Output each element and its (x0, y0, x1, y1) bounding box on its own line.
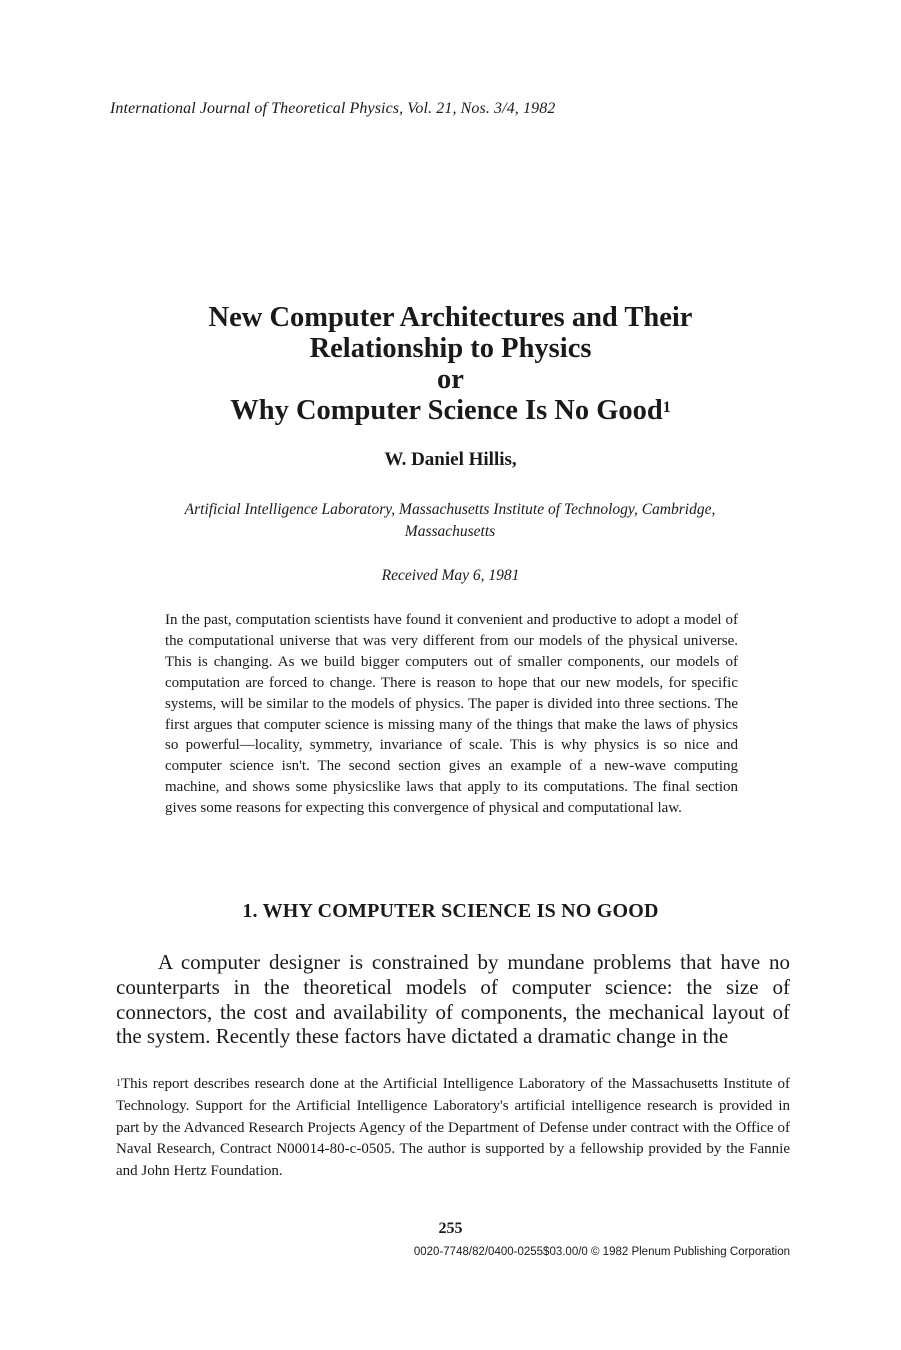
title-line-4 (0, 395, 901, 426)
footnote-mark: 1 (116, 1078, 121, 1089)
title-line-3: or (437, 364, 464, 395)
received-date: Received May 6, 1981 (381, 567, 520, 584)
body-paragraph: A computer designer is constrained by mundane problems that have no counterparts in the theoretical models of computer science: the size of connectors, the cost and availability of components, the mechanical layout of the system. Recently these factors have dictated a dramatic change in the (116, 950, 790, 1049)
author-name: W. Daniel Hillis, (384, 449, 517, 470)
section-heading: 1. WHY COMPUTER SCIENCE IS NO GOOD (242, 900, 659, 922)
page-number: 255 (438, 1220, 463, 1237)
abstract: In the past, computation scientists have found it convenient and productive to adopt a model of the computational universe that was very different from our models of the physical universe. This is changing. As we build bigger computers out of smaller components, our models of computation are forced to change. There is reason to hope that our new models, for specific systems, will be similar to the models of physics. The paper is divided into three sections. The first argues that computer science is missing many of the things that make the laws of physics so powerful—locality, symmetry, invariance of scale. This is why physics is so nice and computer science isn't. The second section gives an example of a new-wave computing machine, and shows some physicslike laws that apply to its computations. The final section gives some reasons for expecting this convergence of physical and computational law. (165, 612, 738, 817)
footnote (116, 1074, 790, 1183)
title-footnote-mark: 1 (662, 399, 671, 416)
journal-citation: International Journal of Theoretical Physics, Vol. 21, Nos. 3/4, 1982 (110, 100, 556, 117)
paper-title (0, 302, 901, 426)
copyright-line: 0020-7748/82/0400-0255$03.00/0 © 1982 Plenum Publishing Corporation (413, 1246, 790, 1258)
title-line-4-text: Why Computer Science Is No Good (230, 395, 663, 426)
title-line-1: New Computer Architectures and Their (208, 302, 693, 333)
author-affiliation: Artificial Intelligence Laboratory, Massachusetts Institute of Technology, Cambridge, Massachusetts (184, 501, 716, 540)
title-line-2: Relationship to Physics (309, 333, 592, 364)
footnote-text: This report describes research done at the Artificial Intelligence Laboratory of the Massachusetts Institute of Technology. Support for the Artificial Intelligence Laboratory's artificial intelligence research is provided in part by the Advanced Research Projects Agency of the Department of Defense under contract with the Office of Naval Research, Contract N00014-80-c-0505. The author is supported by a fellowship provided by the Fannie and John Hertz Foundation. (116, 1076, 790, 1180)
